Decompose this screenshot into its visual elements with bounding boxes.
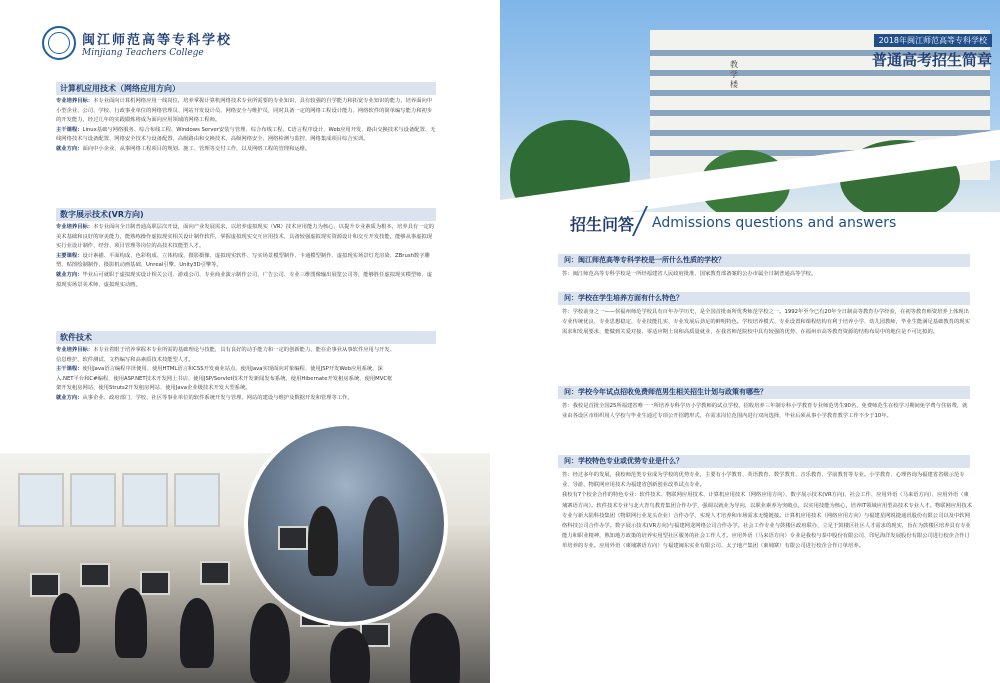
brochure-header bbox=[872, 28, 992, 70]
answer-paragraph: 我校有7个校企合作的特色专业：软件技术、物联网应用技术、计算机应用技术（网络应用方向）、数字展示技术(VR方向)、社会工作、应用外语（马来语方向）、应用外语（柬埔寨语方向）。软件技术专业与北大青鸟教育集团合作办学，强调以就业为导向，以职业素养为突破点，以实用技能为核心，培养IT领域应用型高技术专业人才。物联网应用技术专业与新大陆科技集团（物联网行业龙头企业）合作办学，实现人才培养和市场需求无缝链接。计算机应用技术（网络应用方向）与福建星网锐捷通讯股份有限公司以及中软网络科技公司合作办学。数字展示技术(VR方向)与福建网龙网络公司合作办学。社会工作专业与鼓楼区政府联办，立足于鼓楼区社区人才需求的现实，旨在为鼓楼区培养具有专业能力和职业精神，熟知地方政策的培养实用型社区服务的社会工作人才。应用外语（马来语方向）专业是我校与泰中股份有限公司、印尼海洋发展股份有限公司进行校企合作订单培养的专业。应用外语（柬埔寨语方向）与福建闽东实业有限公司、太子地产集团（柬埔寨）有限公司进行校企合作订单培养。 bbox=[562, 492, 973, 550]
student-figure bbox=[308, 506, 338, 576]
student-figure bbox=[180, 598, 214, 668]
logo-en-name: Minjiang Teachers College bbox=[82, 47, 204, 58]
section-paragraph bbox=[56, 223, 436, 252]
lab-window bbox=[122, 473, 168, 527]
campus-building-photo bbox=[500, 0, 1000, 212]
para-text: 设计素描、平面构成、色彩构成、立体构成、摄影摄像、虚拟现实软件、写实场景模型制作、卡通模型制作、虚拟现实场景灯光渲染、ZBrush数字雕塑、贴图绘制制作、摄影机动画基础、Unreal引擎、Unity3D引擎等。 bbox=[56, 252, 430, 269]
lab-monitor bbox=[140, 571, 170, 595]
student-figure bbox=[50, 593, 80, 653]
section-title-software: 软件技术 bbox=[56, 331, 436, 344]
lab-monitor bbox=[80, 563, 110, 587]
college-seal-icon bbox=[42, 26, 76, 60]
answer-body bbox=[562, 307, 972, 338]
student-figure bbox=[250, 603, 290, 683]
lab-monitor bbox=[200, 561, 230, 585]
lab-monitor bbox=[278, 526, 308, 550]
qa-title: 招生问答 bbox=[570, 215, 635, 234]
section-body-vr bbox=[56, 223, 436, 290]
building-sign: 教学楼 bbox=[730, 60, 738, 89]
section-paragraph bbox=[56, 271, 436, 290]
section-paragraph bbox=[56, 97, 436, 126]
student-figure bbox=[410, 613, 460, 683]
lab-window bbox=[70, 473, 116, 527]
question-bar: 问：学校在学生培养方面有什么特色？ bbox=[558, 292, 970, 305]
para-label: 专业培养目标： bbox=[56, 98, 94, 104]
para-text: 面向中小企业，从事网络工程项目的规划、施工、管理等交付工作，以及网络工程的管理和运维。 bbox=[82, 145, 311, 152]
para-text: 本专业面向计算机网络应用一线岗位，培养掌握计算机网络技术专业所需要的专业知识，具有较强的自学能力和拓宽专业知识的能力，培养面向中小型企业、公司、学校、行政事业单位的网络管理员、网站开发设计员、网络安全与维护员，同时具备一定的网络工程设计能力、网络软件的简单编写能力和初步的开发能力，经过几年的实践锻炼将成为面向应用领域的网络工程师。 bbox=[56, 98, 433, 124]
para-text: 本专业着眼于培养掌握本专业所需的基础理论与技能，具有良好的动手能力和一定的创新能力，能在企事业从事软件应用与开发、信息维护、软件测试、文档编写和高素质技术技能型人才。 bbox=[56, 347, 396, 363]
student-figure bbox=[115, 588, 147, 658]
para-label: 主干课程： bbox=[56, 126, 83, 133]
section-paragraph bbox=[56, 394, 396, 404]
header-title: 普通高考招生简章 bbox=[871, 51, 992, 69]
student-figure bbox=[330, 628, 370, 683]
answer-body bbox=[562, 470, 972, 552]
section-title-network: 计算机应用技术（网络应用方向） bbox=[56, 82, 436, 95]
para-text: 从事企业、政府部门、学校、社区等事业单位的软件系统开发与管理、网站的建设与维护及数据开发和管理等工作。 bbox=[82, 394, 353, 401]
lab-window bbox=[18, 473, 64, 527]
para-text: 毕业后可就职于虚拟现实设计相关公司、游戏公司、专业商业演示制作公司、广告公司、专业三维图像输出展览公司等，能够胜任虚拟现实模型师、虚拟现实场景美术师、虚拟现实动画。 bbox=[56, 271, 433, 288]
para-label: 主要课程： bbox=[56, 252, 83, 259]
section-body-network bbox=[56, 97, 436, 155]
para-label: 就业方向： bbox=[56, 145, 83, 152]
section-paragraph bbox=[56, 145, 436, 155]
para-text: 本专业面向全日制普通高职层次开设，面向产业发展需求，以培养虚拟现实（VR）技术应用能力为核心，以提升专业素质为根本，培养具有一定的美术基础和良好的审美能力，能熟练操作虚拟现实相关设计制作软件，掌握虚拟现实交互应用技术，具备较强虚拟现实资源设计和交互开发技能，能够从事虚拟现实行业设计制作、经营、项目管理等岗位的高技术技能型人才。 bbox=[56, 224, 435, 250]
section-title-vr: 数字展示技术(VR方向) bbox=[56, 208, 436, 221]
answer-paragraph: 答：经过多年的发展，我校师范类专业成为学校的优势专业，主要有小学教育、英语教育、数学教育、音乐教育、学前教育等专业。小学教育、心理咨询为福建省省级示范专业、导游、物联网应用技术为福建省创新创业改革试点专业。 bbox=[562, 472, 965, 489]
question-bar: 问：闽江师范高等专科学校是一所什么性质的学校？ bbox=[558, 254, 970, 267]
para-label: 主干课程： bbox=[56, 366, 83, 373]
college-logo bbox=[42, 26, 232, 60]
section-paragraph bbox=[56, 126, 436, 145]
question-bar: 问：学校今年试点招收免费师范男生相关招生计划与政策有哪些？ bbox=[558, 386, 970, 399]
students-circle-photo bbox=[244, 422, 448, 626]
answer-body bbox=[562, 269, 972, 279]
para-label: 就业方向： bbox=[56, 394, 83, 401]
answer-paragraph: 答：闽江师范高等专科学校是一所经福建省人民政府批准、国家教育部备案的公办市属全日制普通高等学校。 bbox=[562, 271, 817, 277]
answer-paragraph: 答：我校是首批全国25所福建省唯一一所培养专科学历小学教师的试点学校，招收培养三年制专科小学教育专业师范男生90名，免费师范生在校学习期间免学费与住宿费，就业由各设区市组织用人学校与毕业生通过专项公开招聘形式，在需求岗位范围内进行双向选择，毕业后须从事小学教育教学工作不少于10年。 bbox=[562, 403, 968, 420]
section-body-software bbox=[56, 346, 396, 404]
qa-subtitle: Admissions questions and answers bbox=[652, 215, 897, 231]
question-bar: 问：学校特色专业或优势专业是什么？ bbox=[558, 455, 970, 468]
para-text: Linux基础与网络服务、综合布线工程、Windows Server安装与管理、综合布线工程、C语言程序设计、Web应用开发、路由交换技术与设备配置、无线网络技术与设备配置、网络安全技术与设备配置、高级路由和交换技术、高级网络安全、网络检测与监控、网络集成项目综合实训。 bbox=[56, 126, 436, 143]
section-paragraph bbox=[56, 365, 396, 394]
logo-cn-name: 闽江师范高等专科学校 bbox=[82, 32, 233, 48]
answer-body bbox=[562, 401, 972, 421]
para-label: 就业方向： bbox=[56, 271, 83, 278]
lab-monitor bbox=[30, 573, 60, 597]
para-label: 专业培养目标： bbox=[56, 224, 94, 230]
header-year-label: 2018年闽江师范高等专科学校 bbox=[874, 34, 992, 47]
student-figure bbox=[363, 496, 399, 586]
right-page bbox=[500, 0, 1000, 683]
para-label: 专业培养目标： bbox=[56, 347, 94, 353]
answer-paragraph: 答：学校前身之一——侯福州师范学校具有百年办学历史，是全国首批而所优秀师范学校之一。1992年至今已有20年全日制高等教育办学经验，在初等教育师资培养上体现出专业传统优良、专业思想稳定、专业技能扎实、专业发展后劲足的鲜明特色。学校培养模式、专业设置和课程结构有利于培养小学、幼儿园教师，毕业生能满足基础教育的现实需求和发展要求，能做到关爱对接、零适应期上岗和高质量就业，在我省师范院校中具有较强的优势，在福州市高等教育资源的结构布局中的地位是不可比拟的。 bbox=[562, 309, 970, 336]
section-paragraph bbox=[56, 252, 436, 271]
para-text: 使用Java语言编程序泽便用、使用HTML语言和CSS开发商业站点、使用Java实现面向对象编程、使用JSP开发Web应用系统、深入.NET平台和C#编程、使用ASP.NET技术开发网上书店、使用JSP/Servlet技术开发新闻发布系统、使用Hibernate开发租房系统、使用MVC框架开发租房网站、使用Struts2开发租房网站、使用Java企业级技术开发大型系统。 bbox=[56, 366, 393, 392]
lab-window bbox=[174, 473, 220, 527]
section-paragraph bbox=[56, 346, 396, 365]
